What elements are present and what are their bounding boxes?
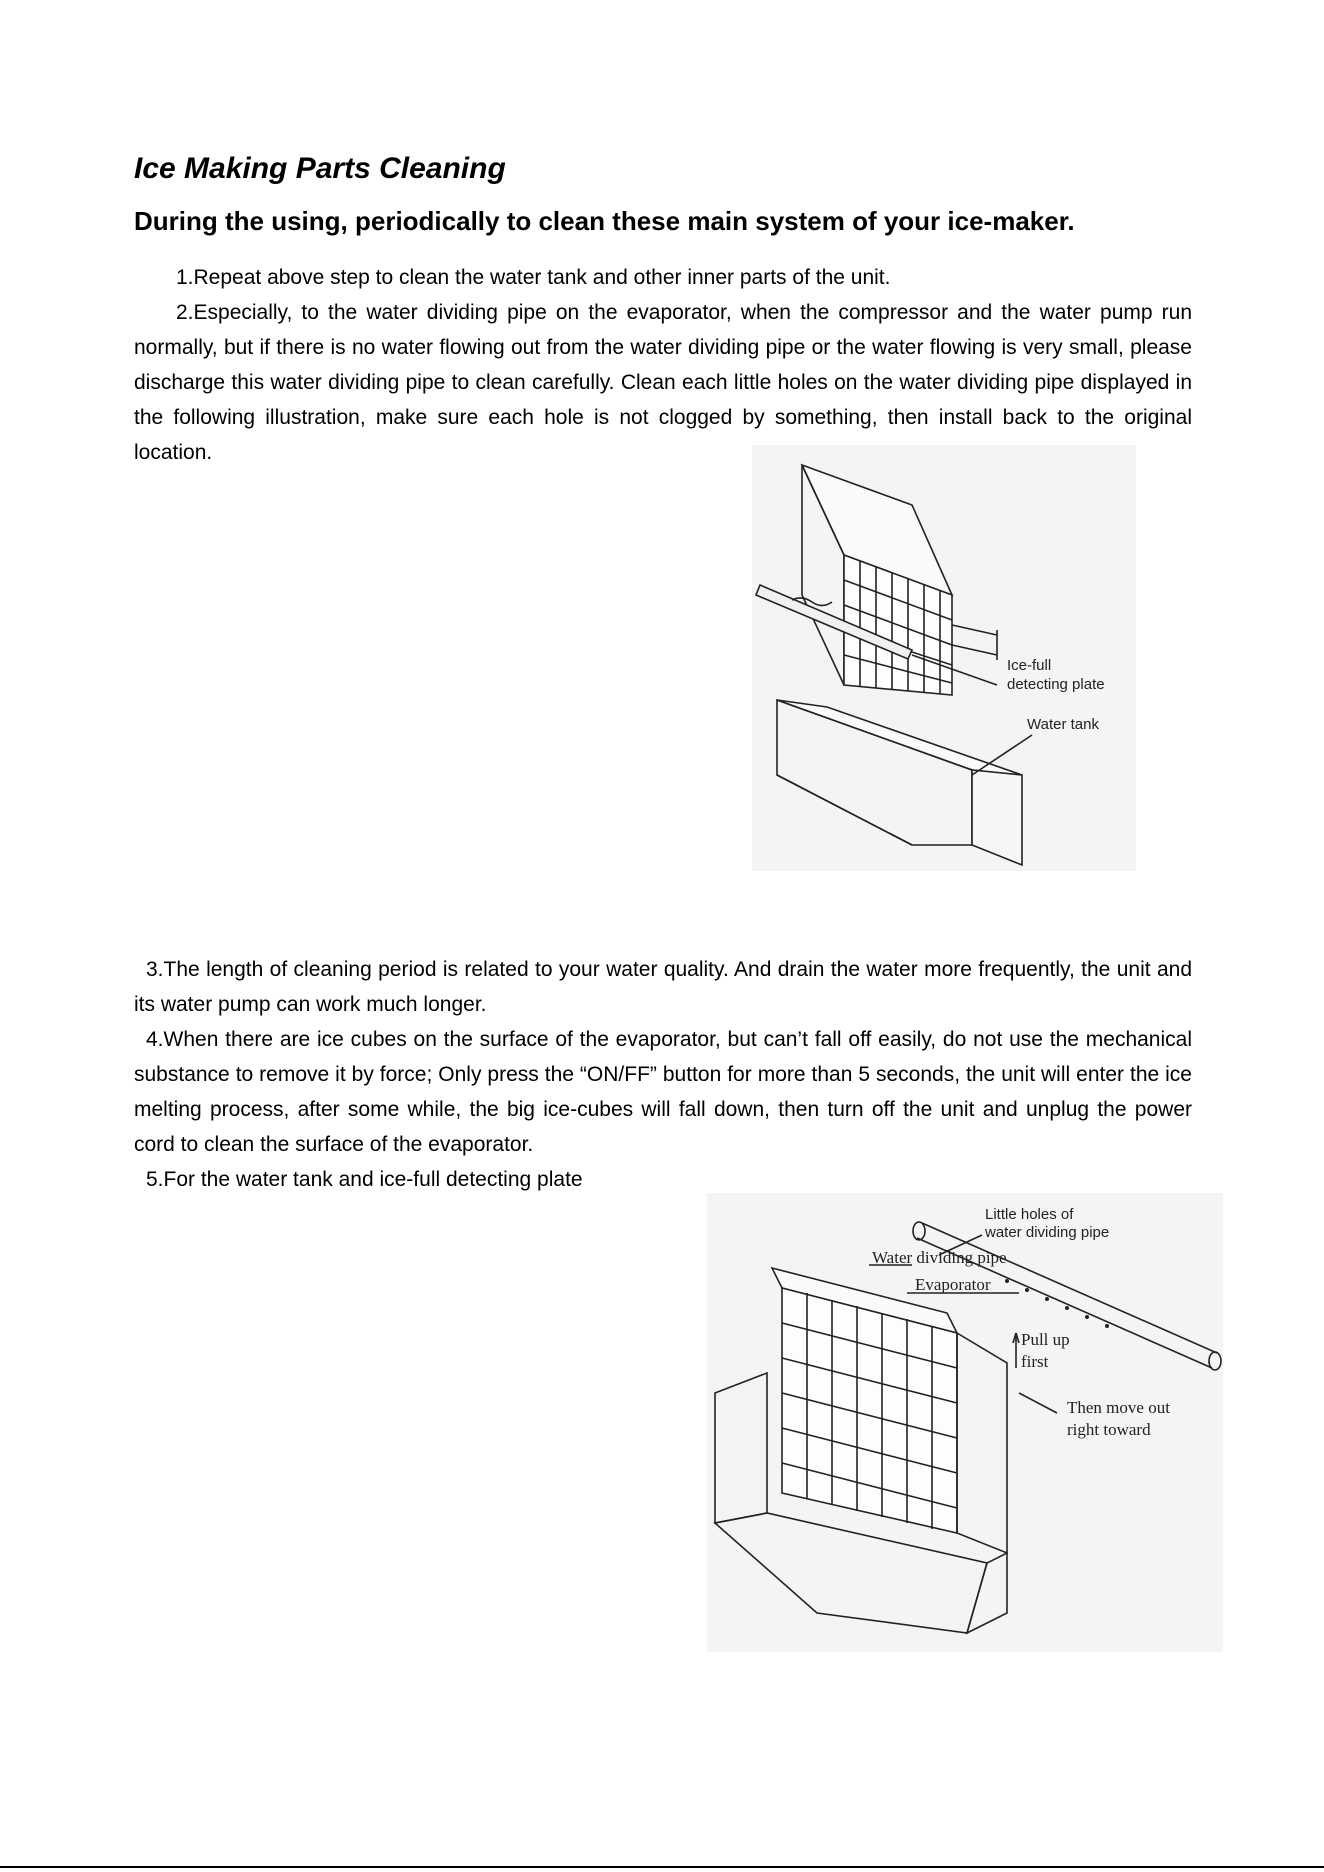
label-then-move-out: Then move out (1067, 1398, 1170, 1417)
water-tank-diagram (752, 445, 1136, 871)
step-5-paragraph: 5.For the water tank and ice-full detecting plate (146, 1168, 583, 1191)
label-ice-full: Ice-full (1007, 657, 1052, 674)
step-4-paragraph: 4.When there are ice cubes on the surface of the evaporator, but can’t fall off easily, do not use the mechanical substance to remove it by force; Only press the “ON/FF” button for more than 5 seconds, the unit will enter the ice melting process, after some while, the big ice-cubes will fall down, then turn off the unit and unplug the power cord to clean the surface of the evaporator. (134, 1028, 1192, 1156)
label-pull-up: Pull up (1021, 1330, 1070, 1349)
step-3-paragraph: 3.The length of cleaning period is related to your water quality. And drain the water more frequently, the unit and its water pump can work much longer. (134, 958, 1192, 1016)
label-detecting-plate: detecting plate (1007, 676, 1105, 693)
figure-water-dividing-pipe-illustration (707, 1193, 1223, 1652)
step-1-paragraph: 1.Repeat above step to clean the water tank and other inner parts of the unit. (176, 266, 891, 289)
label-right-toward: right toward (1067, 1420, 1151, 1439)
label-little-holes: Little holes of (985, 1206, 1074, 1223)
label-water-dividing-pipe: Water dividing pipe (872, 1248, 1007, 1267)
label-water-tank: Water tank (1027, 716, 1099, 733)
section-subtitle: During the using, periodically to clean these main system of your ice-maker. (134, 206, 1075, 236)
label-first: first (1021, 1352, 1049, 1371)
page-bottom-rule (0, 1866, 1324, 1868)
label-evaporator: Evaporator (915, 1275, 991, 1294)
label-water-dividing-pipe-holes: water dividing pipe (985, 1224, 1110, 1241)
page-title: Ice Making Parts Cleaning (134, 152, 506, 185)
figure-water-tank-illustration (752, 445, 1136, 871)
step-2-paragraph: 2.Especially, to the water dividing pipe on the evaporator, when the compressor and the water pump run normally, but if there is no water flowing out from the water dividing pipe or the water flowing is very small, please discharge this water dividing pipe to clean carefully. Clean each little holes on the water dividing pipe displayed in the following illustration, make sure each hole is not clogged by something, then install back to the original location. (134, 301, 1192, 464)
water-dividing-pipe-diagram (707, 1193, 1223, 1652)
